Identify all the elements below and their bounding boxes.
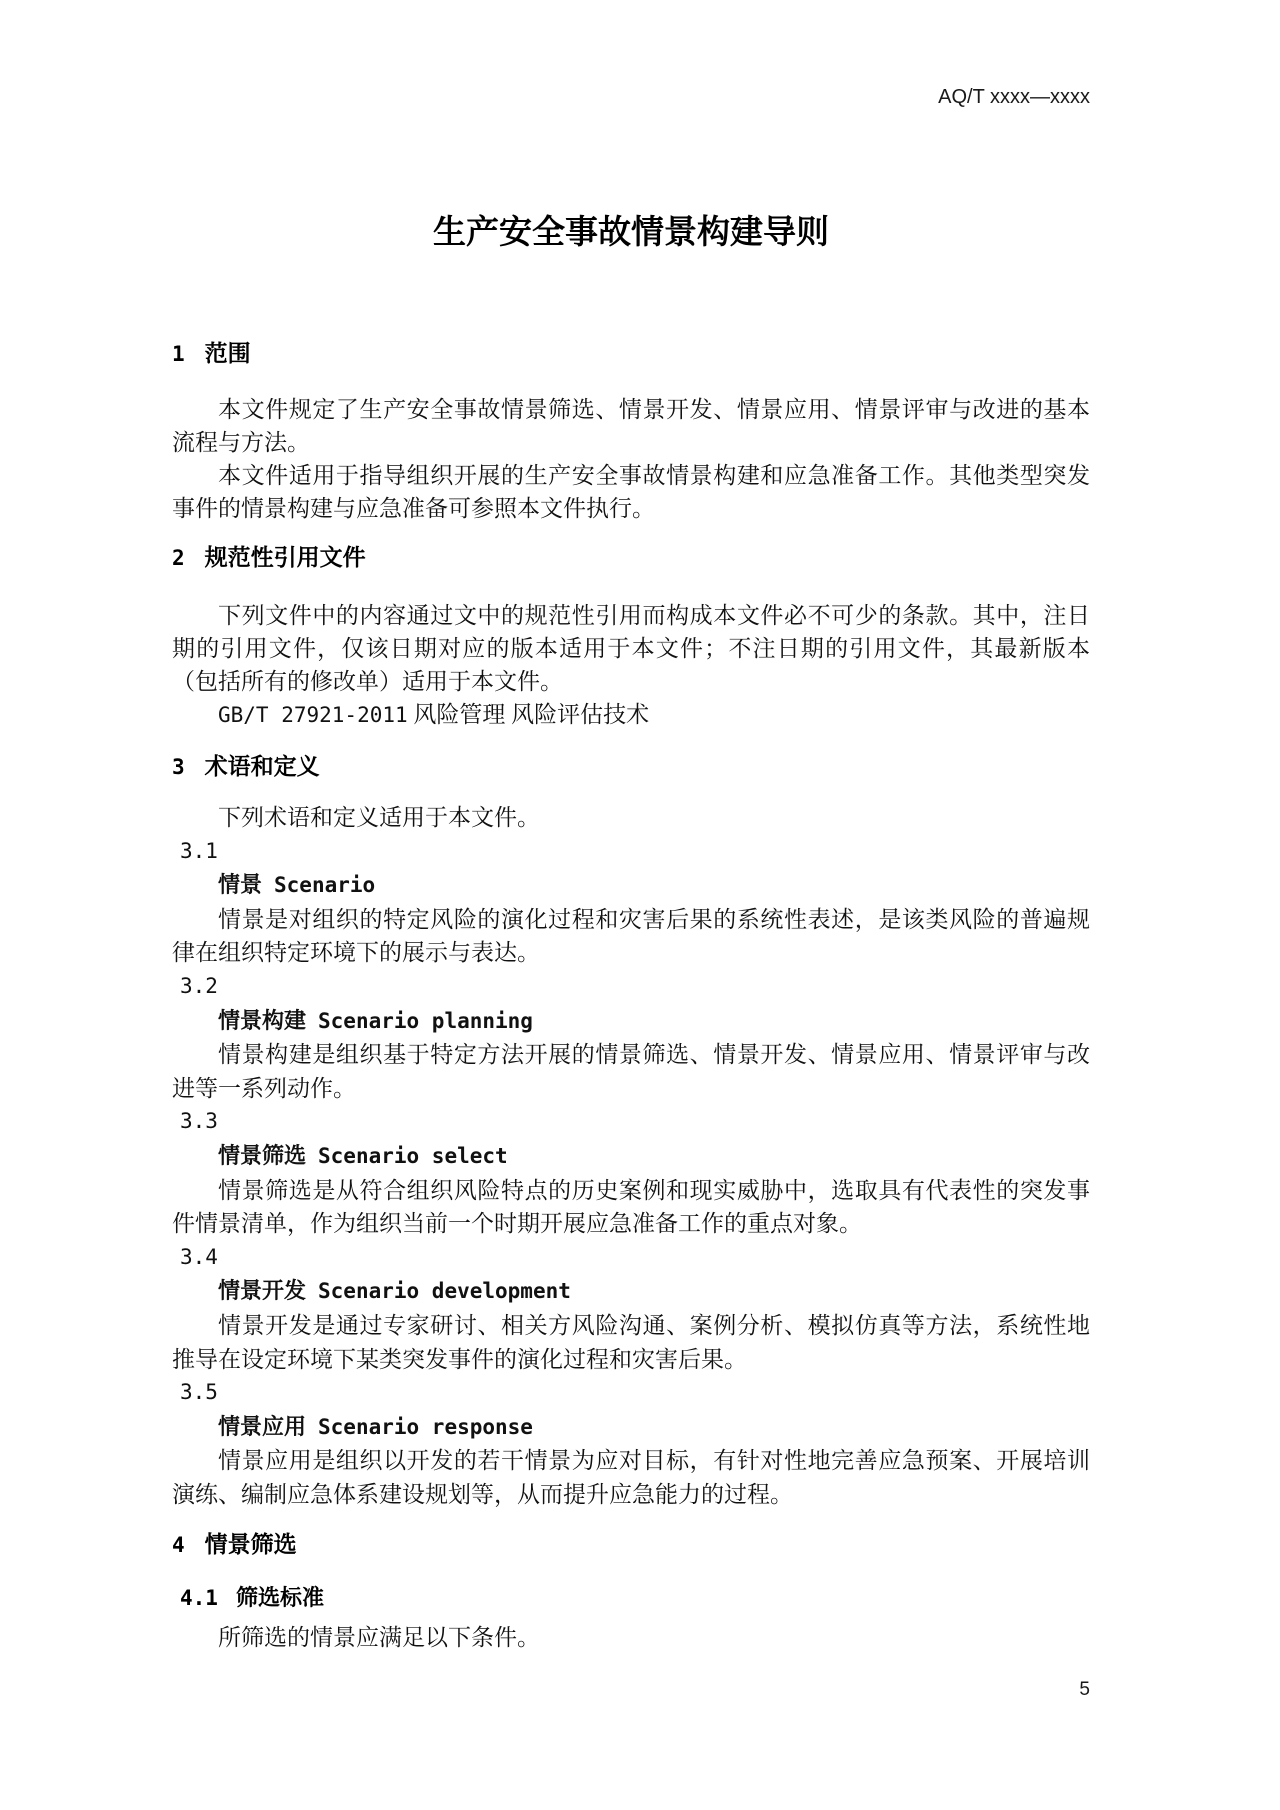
term-name-en: Scenario planning <box>318 1008 533 1033</box>
term-entry <box>172 1376 1090 1511</box>
term-name-en: Scenario response <box>318 1414 533 1439</box>
normative-reference <box>172 698 1090 732</box>
terms-intro: 下列术语和定义适用于本文件。 <box>218 805 540 830</box>
section-2-number: 2 <box>172 546 185 570</box>
standard-code-header: AQ/T xxxx—xxxx <box>938 86 1090 108</box>
term-definition: 情景筛选是从符合组织风险特点的历史案例和现实威胁中，选取具有代表性的突发事件情景清单，作为组织当前一个时期开展应急准备工作的重点对象。 <box>172 1177 1090 1237</box>
section-4-number: 4 <box>172 1533 185 1558</box>
section-1-title: 范围 <box>204 340 251 366</box>
reference-code: GB/T 27921-2011 <box>218 703 408 727</box>
document-title: 生产安全事故情景构建导则 <box>433 213 829 250</box>
term-name <box>172 1004 1090 1039</box>
term-name-zh: 情景构建 <box>218 1007 307 1033</box>
subsection-4-1-heading <box>172 1581 1090 1615</box>
section-2-title: 规范性引用文件 <box>204 544 366 570</box>
term-name-zh: 情景筛选 <box>218 1142 307 1168</box>
term-id: 3.3 <box>180 1109 218 1134</box>
term-entry <box>172 970 1090 1105</box>
term-definition: 情景构建是组织基于特定方法开展的情景筛选、情景开发、情景应用、情景评审与改进等一系列动作。 <box>172 1042 1090 1101</box>
section-scope <box>172 337 1090 525</box>
section-1-number: 1 <box>172 342 185 366</box>
term-name <box>172 1410 1090 1445</box>
term-name-en: Scenario development <box>318 1279 571 1304</box>
subsection-4-1-number: 4.1 <box>180 1586 218 1611</box>
section-scenario-selection <box>172 1528 1090 1654</box>
page-content <box>172 0 1090 1654</box>
section-terms-definitions <box>172 750 1090 1511</box>
term-name <box>172 1139 1090 1174</box>
paragraph: 下列文件中的内容通过文中的规范性引用而构成本文件必不可少的条款。其中，注日期的引用文件，仅该日期对应的版本适用于本文件；不注日期的引用文件，其最新版本（包括所有的修改单）适用于本文件。 <box>172 603 1090 694</box>
section-1-body <box>172 393 1090 525</box>
term-name-en: Scenario select <box>318 1143 508 1168</box>
term-entry <box>172 835 1090 970</box>
term-id: 3.2 <box>180 973 218 998</box>
section-2-heading <box>172 541 1090 575</box>
term-entry <box>172 1241 1090 1376</box>
term-name <box>172 868 1090 903</box>
term-id: 3.4 <box>180 1244 218 1269</box>
term-definition: 情景应用是组织以开发的若干情景为应对目标，有针对性地完善应急预案、开展培训演练、编制应急体系建设规划等，从而提升应急能力的过程。 <box>172 1448 1090 1507</box>
section-4-title: 情景筛选 <box>204 1531 297 1558</box>
term-name-zh: 情景 <box>218 872 263 898</box>
section-3-title: 术语和定义 <box>204 753 320 779</box>
paragraph: 本文件规定了生产安全事故情景筛选、情景开发、情景应用、情景评审与改进的基本流程与方法。 <box>172 397 1090 455</box>
term-name <box>172 1274 1090 1309</box>
term-name-zh: 情景开发 <box>218 1278 307 1304</box>
section-3-number: 3 <box>172 755 185 779</box>
section-3-body <box>172 801 1090 1511</box>
section-3-heading <box>172 750 1090 784</box>
section-2-body <box>172 599 1090 732</box>
term-definition: 情景是对组织的特定风险的演化过程和灾害后果的系统性表述，是该类风险的普遍规律在组织特定环境下的展示与表达。 <box>172 906 1090 966</box>
subsection-4-1-body <box>172 1621 1090 1654</box>
reference-name: 风险管理 风险评估技术 <box>413 702 650 727</box>
term-name-zh: 情景应用 <box>218 1413 307 1439</box>
term-definition: 情景开发是通过专家研讨、相关方风险沟通、案例分析、模拟仿真等方法，系统性地推导在设定环境下某类突发事件的演化过程和灾害后果。 <box>172 1312 1090 1372</box>
section-4-heading <box>172 1528 1090 1562</box>
term-name-en: Scenario <box>274 873 376 898</box>
term-entry <box>172 1105 1090 1240</box>
term-id: 3.1 <box>180 838 218 863</box>
paragraph: 本文件适用于指导组织开展的生产安全事故情景构建和应急准备工作。其他类型突发事件的情景构建与应急准备可参照本文件执行。 <box>172 463 1090 521</box>
paragraph: 所筛选的情景应满足以下条件。 <box>218 1625 540 1651</box>
page-number: 5 <box>1079 1679 1090 1700</box>
section-normative-references <box>172 541 1090 732</box>
subsection-4-1-title: 筛选标准 <box>235 1585 324 1611</box>
term-id: 3.5 <box>180 1380 218 1405</box>
section-1-heading <box>172 337 1090 371</box>
